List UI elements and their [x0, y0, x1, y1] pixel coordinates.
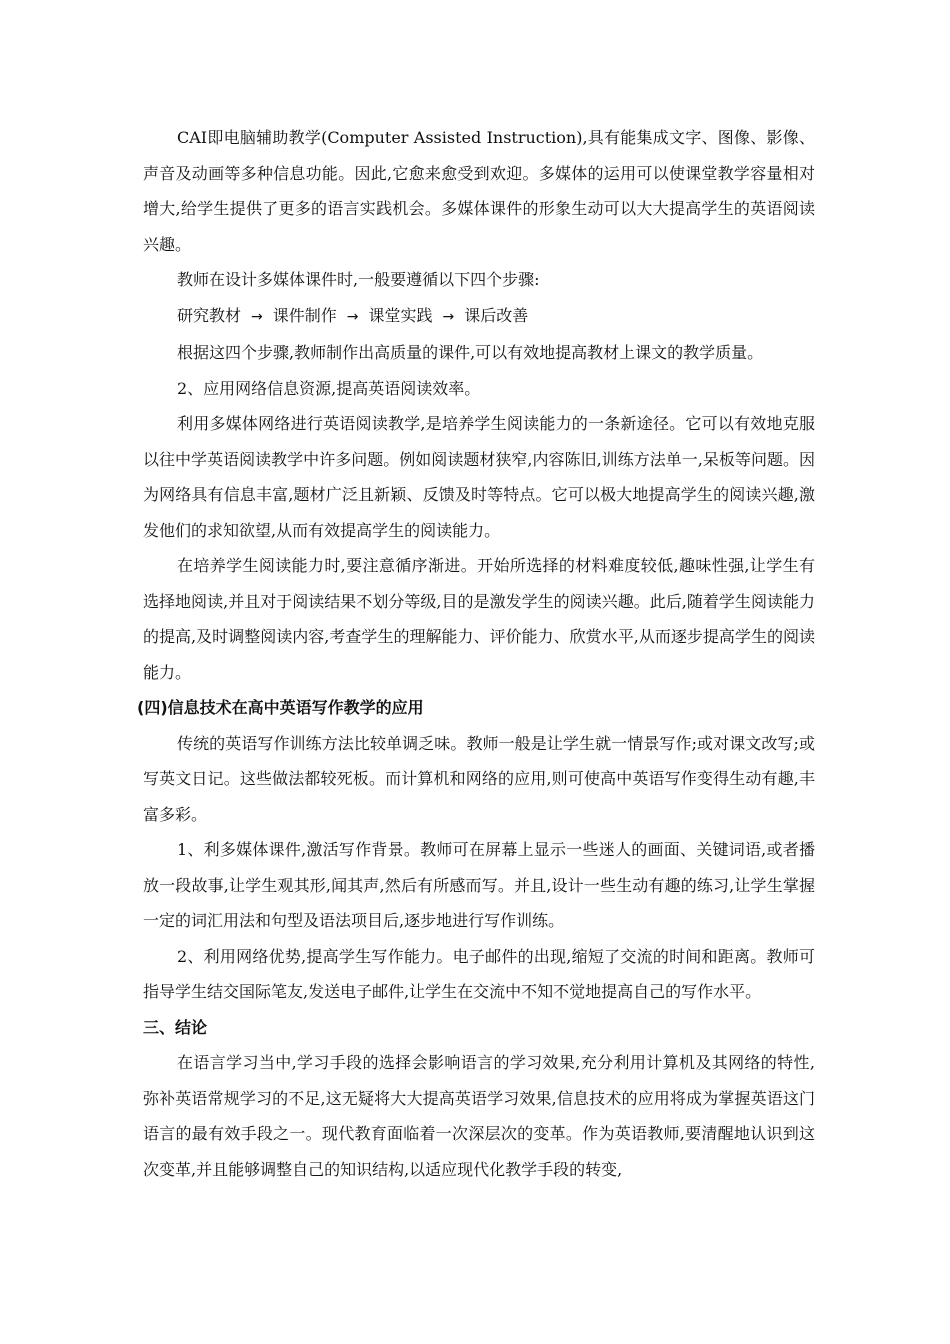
- step-research-materials: 研究教材: [177, 305, 242, 325]
- document-body: [137, 120, 815, 1187]
- step-post-class-improvement: 课后改善: [464, 305, 529, 325]
- step-classroom-practice: 课堂实践: [368, 305, 433, 325]
- paragraph-network-resources-title: 2、应用网络信息资源,提高英语阅读效率。: [177, 378, 481, 398]
- arrow-right-icon: →: [346, 308, 359, 325]
- steps-flow: [143, 298, 815, 336]
- paragraph-steps-intro: 教师在设计多媒体课件时,一般要遵循以下四个步骤:: [177, 270, 540, 289]
- step-courseware-making: 课件制作: [272, 305, 337, 325]
- paragraph-network-writing: 2、利用网络优势,提高学生写作能力。电子邮件的出现,缩短了交流的时间和距离。教师可指导学生结交国际笔友,发送电子邮件,让学生在交流中不知不觉地提高自己的写作水平。: [143, 946, 815, 1001]
- arrow-right-icon: →: [251, 308, 263, 325]
- arrow-right-icon: →: [442, 308, 455, 325]
- paragraph-traditional-writing: 传统的英语写作训练方法比较单调乏味。教师一般是让学生就一情景写作;或对课文改写;或写英文日记。这些做法都较死板。而计算机和网络的应用,则可使高中英语写作变得生动有趣,丰富多彩。: [143, 733, 815, 824]
- paragraph-steps-result: 根据这四个步骤,教师制作出高质量的课件,可以有效地提高教材上课文的教学质量。: [177, 343, 764, 362]
- paragraph-conclusion: 在语言学习当中,学习手段的选择会影响语言的学习效果,充分利用计算机及其网络的特性,弥补英语常规学习的不足,这无疑将大大提高英语学习效果,信息技术的应用将成为掌握英语这门语言的最有效手段之一。现代教育面临着一次深层次的变革。作为英语教师,要清醒地认识到这次变革,并且能够调整自己的知识结构,以适应现代化教学手段的转变,: [143, 1053, 815, 1179]
- paragraph-cai-intro: CAI即电脑辅助教学(Computer Assisted Instruction),具有能集成文字、图像、影像、声音及动画等多种信息功能。因此,它愈来愈受到欢迎。多媒体的运用可以使课堂教学容量相对增大,给学生提供了更多的语言实践机会。多媒体课件的形象生动可以大大提高学生的英语阅读兴趣。: [143, 128, 815, 254]
- paragraph-multimedia-writing: 1、利多媒体课件,激活写作背景。教师可在屏幕上显示一些迷人的画面、关键词语,或者播放一段故事,让学生观其形,闻其声,然后有所感而写。并且,设计一些生动有趣的练习,让学生掌握一定的词汇用法和句型及语法项目后,逐步地进行写作训练。: [143, 840, 815, 930]
- section-heading-writing: (四)信息技术在高中英语写作教学的应用: [137, 698, 424, 717]
- paragraph-reading-ability: 在培养学生阅读能力时,要注意循序渐进。开始所选择的材料难度较低,趣味性强,让学生有选择地阅读,并且对于阅读结果不划分等级,目的是激发学生的阅读兴趣。此后,随着学生阅读能力的提高,及时调整阅读内容,考查学生的理解能力、评价能力、欣赏水平,从而逐步提高学生的阅读能力。: [143, 556, 815, 682]
- section-heading-conclusion: 三、结论: [143, 1017, 208, 1037]
- paragraph-network-reading: 利用多媒体网络进行英语阅读教学,是培养学生阅读能力的一条新途径。它可以有效地克服以往中学英语阅读教学中许多问题。例如阅读题材狭窄,内容陈旧,训练方法单一,呆板等问题。因为网络具有信息丰富,题材广泛且新颖、反馈及时等特点。它可以极大地提高学生的阅读兴趣,激发他们的求知欲望,从而有效提高学生的阅读能力。: [143, 414, 815, 540]
